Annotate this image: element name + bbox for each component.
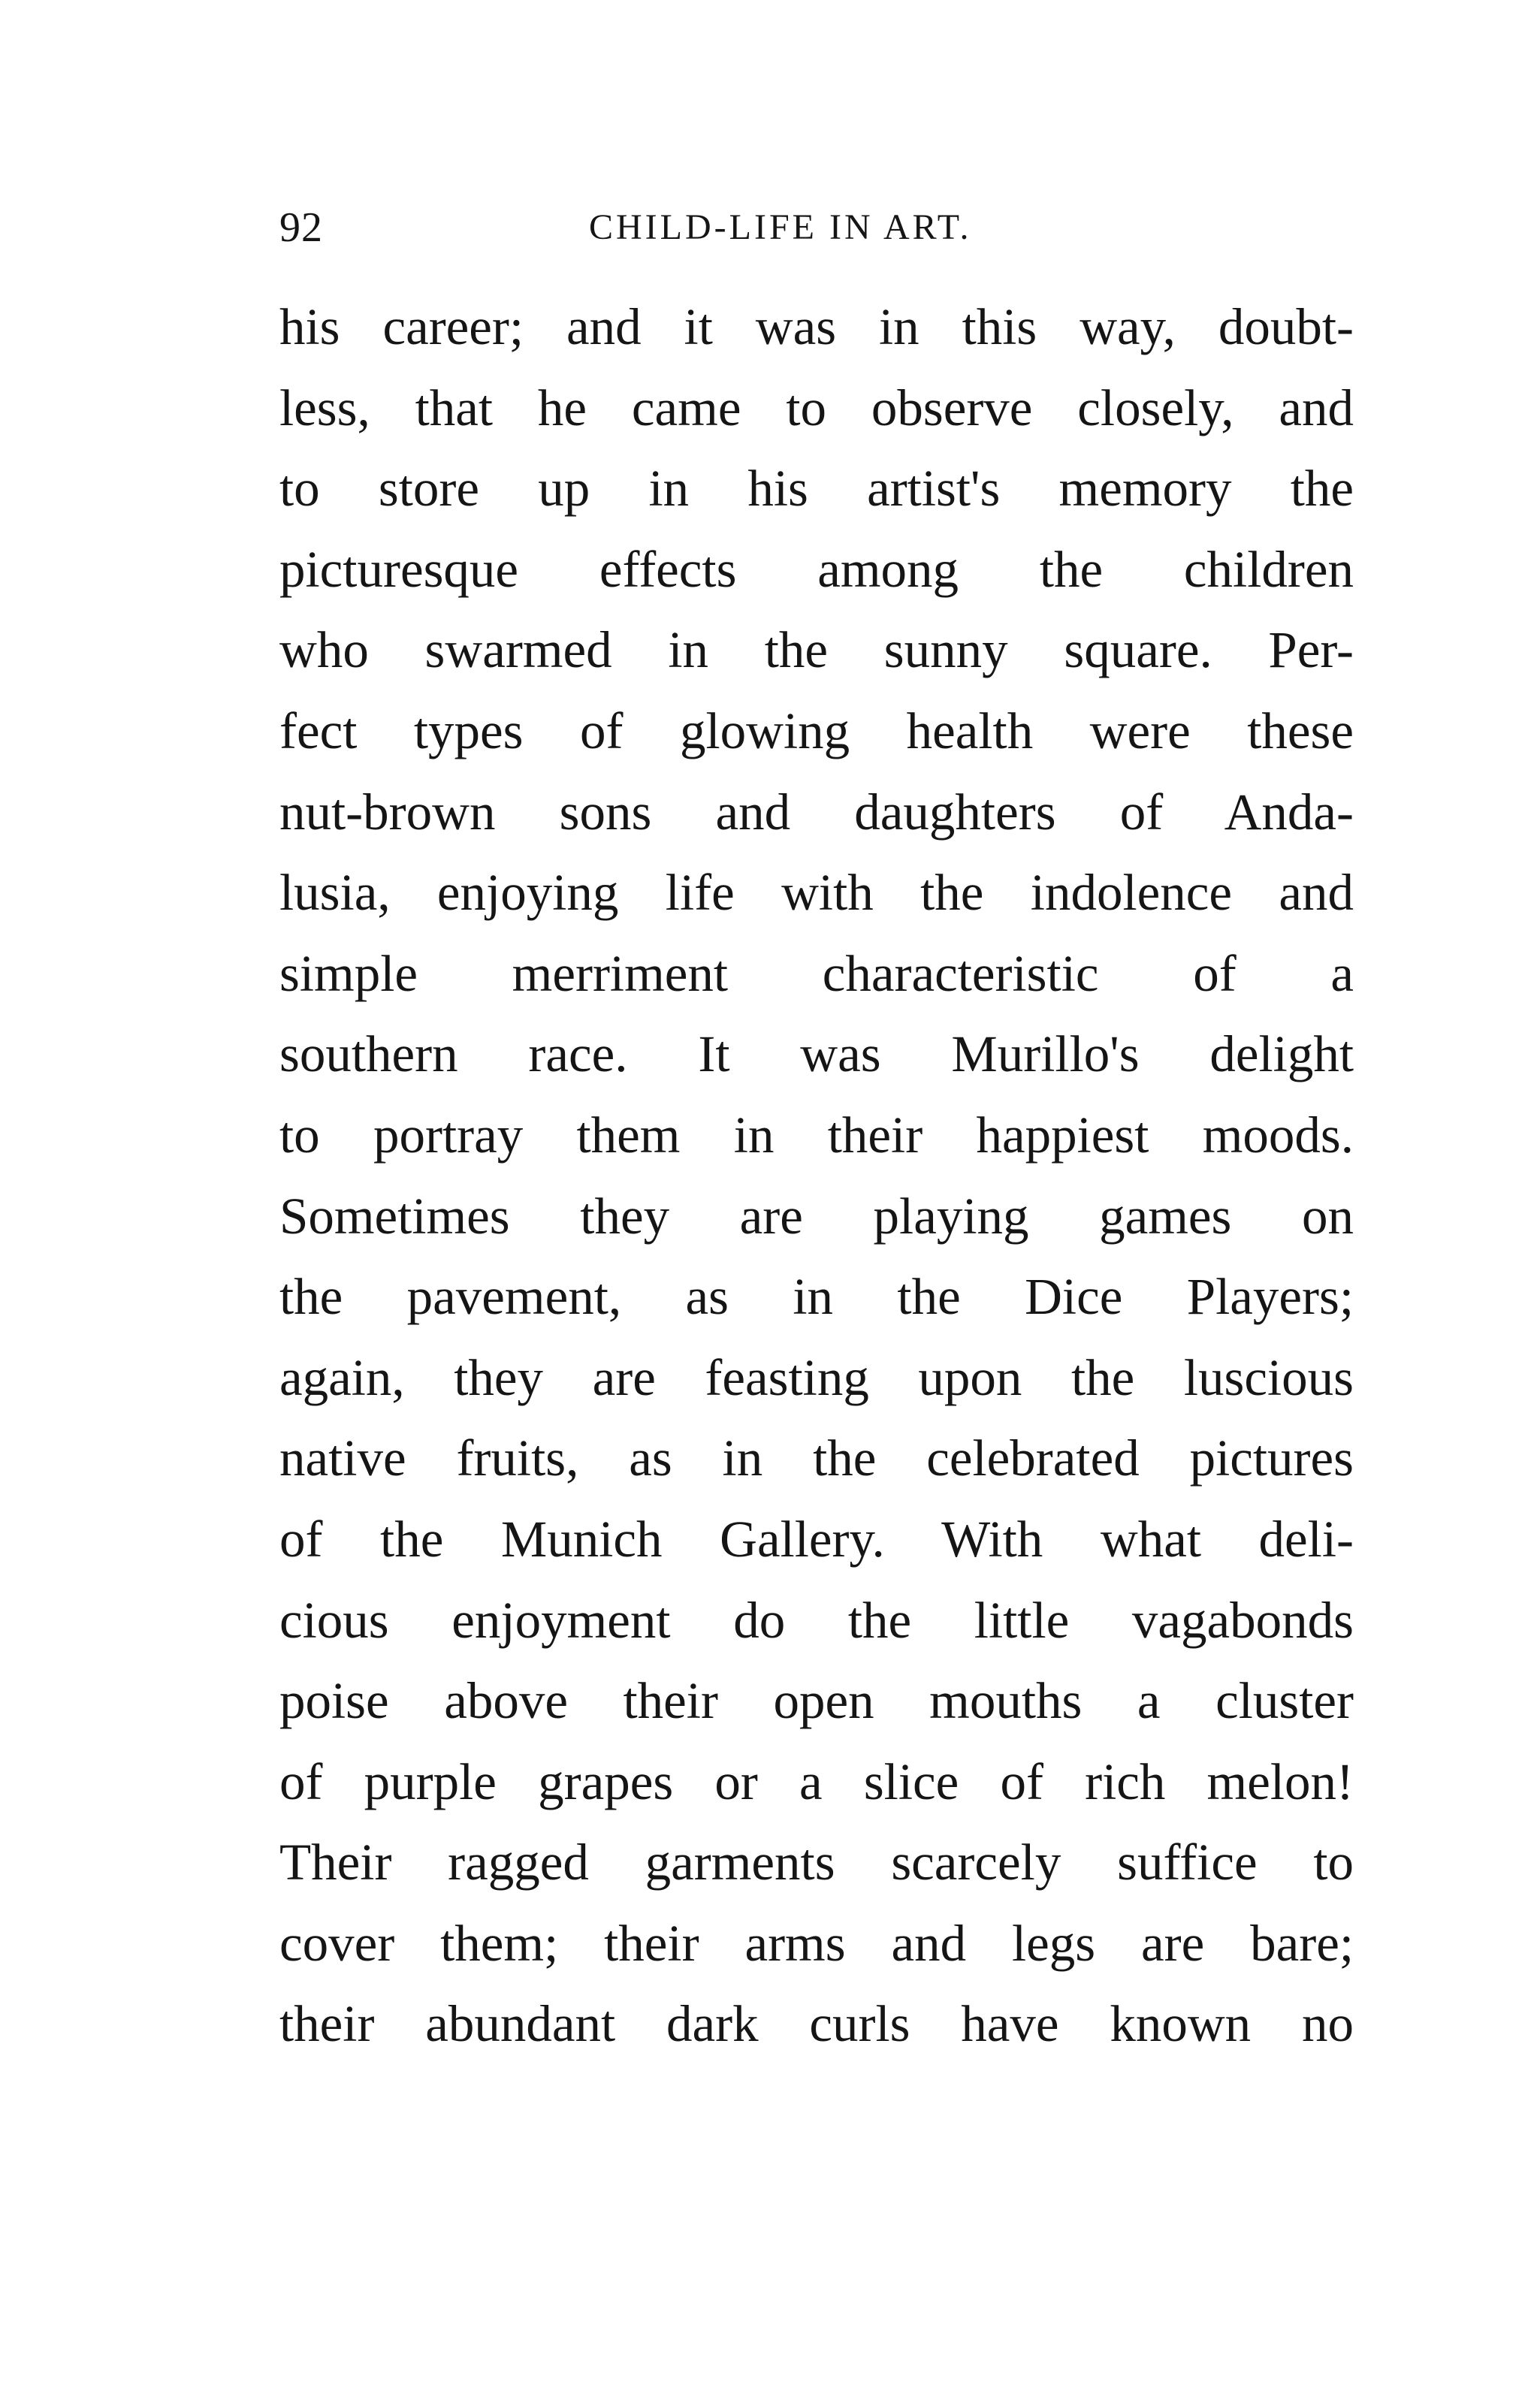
page-number: 92 bbox=[279, 204, 323, 251]
text-line: southern race. It was Murillo's delight bbox=[279, 1025, 1354, 1083]
text-line: fect types of glowing health were these bbox=[279, 702, 1354, 759]
running-title: CHILD-LIFE IN ART. bbox=[589, 207, 972, 247]
text-line: of the Munich Gallery. With what deli- bbox=[279, 1510, 1354, 1568]
text-line: lusia, enjoying life with the indolence and bbox=[279, 864, 1354, 922]
text-line: who swarmed in the sunny square. Per- bbox=[279, 621, 1354, 679]
text-line: again, they are feasting upon the luscious bbox=[279, 1348, 1354, 1406]
text-line: Sometimes they are playing games on bbox=[279, 1187, 1354, 1245]
page-header bbox=[279, 194, 1068, 261]
text-line: simple merriment characteristic of a bbox=[279, 944, 1354, 1002]
text-line: picturesque effects among the children bbox=[279, 540, 1354, 598]
text-line: poise above their open mouths a cluster bbox=[279, 1672, 1354, 1730]
text-line: his career; and it was in this way, doubt- bbox=[279, 298, 1354, 355]
text-line: to portray them in their happiest moods. bbox=[279, 1106, 1354, 1164]
text-line: their abundant dark curls have known no bbox=[279, 1995, 1354, 2053]
text-line: native fruits, as in the celebrated pictures bbox=[279, 1429, 1354, 1487]
text-line: nut-brown sons and daughters of Anda- bbox=[279, 783, 1354, 841]
text-line: the pavement, as in the Dice Players; bbox=[279, 1268, 1354, 1326]
text-line: cious enjoyment do the little vagabonds bbox=[279, 1591, 1354, 1649]
body-text bbox=[279, 287, 1354, 2065]
text-line: to store up in his artist's memory the bbox=[279, 460, 1354, 518]
text-line: Their ragged garments scarcely suffice to bbox=[279, 1834, 1354, 1891]
text-line: less, that he came to observe closely, and bbox=[279, 379, 1354, 436]
text-line: cover them; their arms and legs are bare; bbox=[279, 1914, 1354, 1972]
text-line: of purple grapes or a slice of rich melon! bbox=[279, 1752, 1354, 1810]
